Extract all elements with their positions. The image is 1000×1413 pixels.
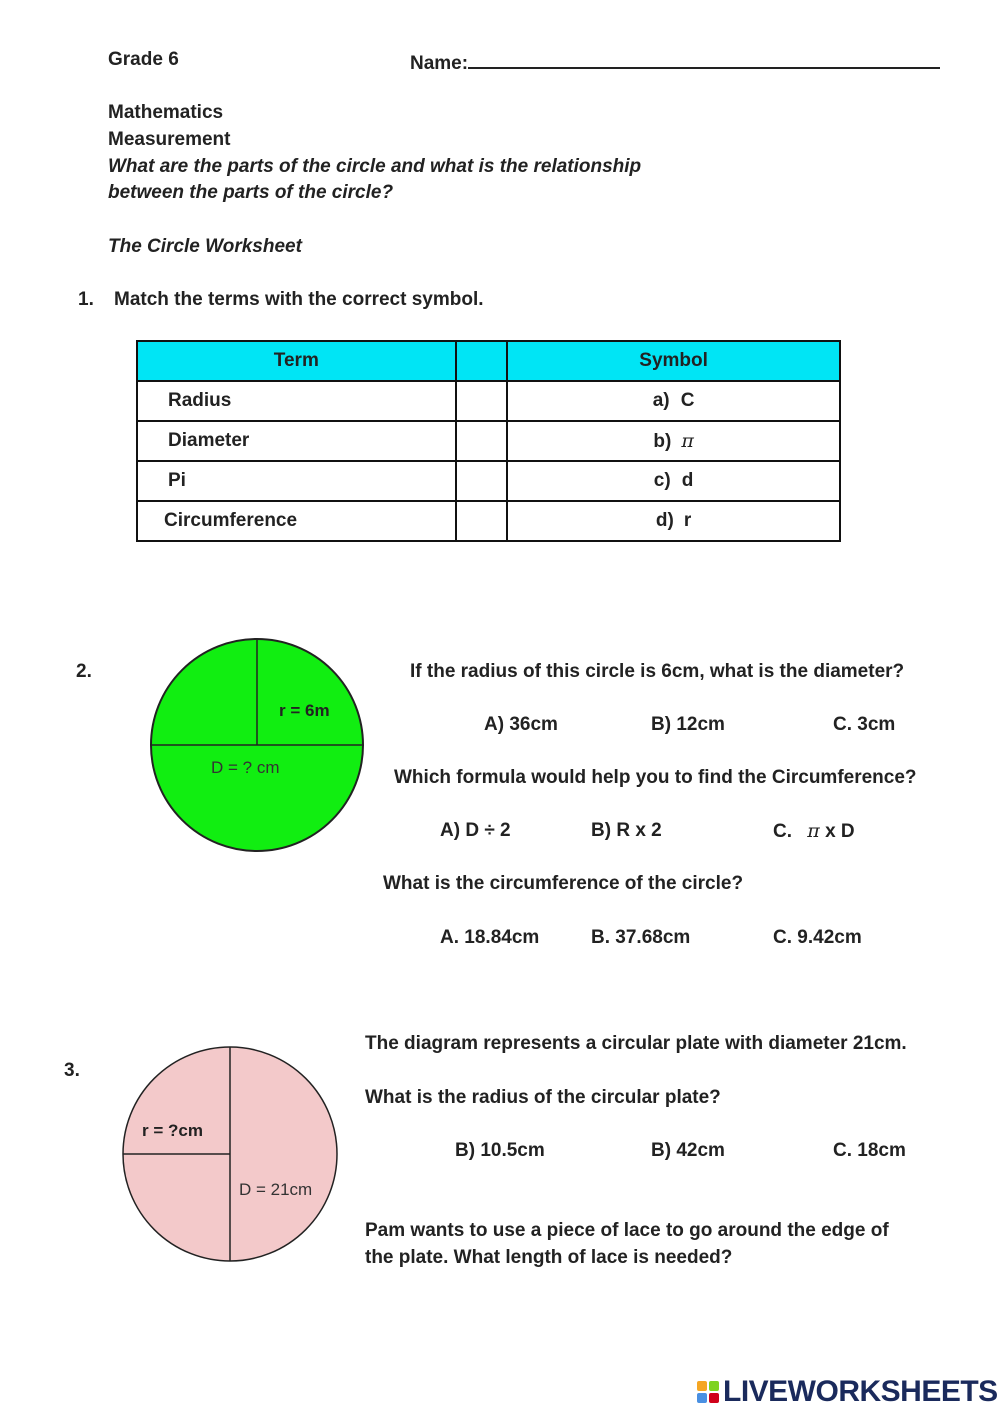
q3-intro: The diagram represents a circular plate with diameter 21cm. (365, 1033, 907, 1054)
q2-question-circumference: What is the circumference of the circle? (383, 873, 744, 894)
symbol-cell (507, 381, 840, 421)
symbol-value: r (683, 510, 692, 531)
logo-square (697, 1393, 707, 1403)
matching-table (136, 340, 841, 542)
q3-option-2[interactable]: B) 42cm (651, 1140, 725, 1161)
diameter-label: D = 21cm (239, 1180, 313, 1199)
pi-symbol: π (807, 820, 820, 842)
symbol-value: π (681, 429, 694, 452)
q2-formula-option-c[interactable] (773, 820, 855, 843)
q2-circ-option-b[interactable]: B. 37.68cm (591, 927, 691, 948)
essential-question-line-2: between the parts of the circle? (108, 182, 394, 203)
symbol-cell (507, 421, 840, 461)
radius-label: r = ?cm (142, 1121, 203, 1140)
logo-mark-icon (697, 1381, 719, 1403)
q3-option-1[interactable]: B) 10.5cm (455, 1140, 545, 1161)
pink-circle-diagram (118, 1040, 340, 1270)
table-row (137, 501, 840, 541)
diameter-label: D = ? cm (211, 758, 280, 777)
q2-number: 2. (76, 661, 92, 682)
q1-prompt: Match the terms with the correct symbol. (114, 289, 484, 310)
symbol-letter: c) (653, 470, 671, 491)
q3-question-radius: What is the radius of the circular plate? (365, 1087, 721, 1108)
q2-option-a[interactable]: A) 36cm (484, 714, 558, 735)
answer-input-cell[interactable] (456, 461, 508, 501)
q3-number: 3. (64, 1060, 80, 1081)
q2-circ-option-c[interactable]: C. 9.42cm (773, 927, 862, 948)
logo-text: LIVEWORKSHEETS (723, 1375, 998, 1408)
q2-circ-option-a[interactable]: A. 18.84cm (440, 927, 540, 948)
logo-square (709, 1393, 719, 1403)
essential-question-line-1: What are the parts of the circle and what is the relationship (108, 156, 642, 177)
option-text: x D (825, 821, 855, 842)
q2-question-diameter: If the radius of this circle is 6cm, what is the diameter? (410, 661, 905, 682)
table-header-row (137, 341, 840, 381)
table-row (137, 421, 840, 461)
term-cell: Diameter (137, 421, 456, 461)
answer-input-cell[interactable] (456, 501, 508, 541)
worksheet-title: The Circle Worksheet (108, 236, 302, 257)
symbol-column-header: Symbol (507, 341, 840, 381)
q2-question-formula: Which formula would help you to find the Circumference? (394, 767, 917, 788)
term-cell: Circumference (137, 501, 456, 541)
table-row (137, 461, 840, 501)
q2-option-b[interactable]: B) 12cm (651, 714, 725, 735)
symbol-letter: d) (655, 510, 674, 531)
symbol-letter: a) (652, 390, 670, 411)
table-row (137, 381, 840, 421)
q1-number: 1. (78, 289, 94, 310)
symbol-letter: b) (653, 430, 672, 452)
term-cell: Pi (137, 461, 456, 501)
term-cell: Radius (137, 381, 456, 421)
term-column-header: Term (137, 341, 456, 381)
symbol-value: C (680, 390, 695, 411)
q3-followup-line-2: the plate. What length of lace is needed? (365, 1247, 733, 1268)
q3-option-3[interactable]: C. 18cm (833, 1140, 906, 1161)
symbol-value: d (681, 470, 694, 491)
logo-square (697, 1381, 707, 1391)
q2-formula-option-b[interactable]: B) R x 2 (591, 820, 662, 841)
radius-label: r = 6m (279, 701, 330, 720)
topic-label: Measurement (108, 129, 231, 150)
q2-formula-option-a[interactable]: A) D ÷ 2 (440, 820, 511, 841)
name-field[interactable] (410, 49, 940, 75)
logo-square (709, 1381, 719, 1391)
q3-followup-line-1: Pam wants to use a piece of lace to go around the edge of (365, 1220, 889, 1241)
green-circle-diagram (145, 632, 370, 862)
name-input-line[interactable] (468, 49, 940, 69)
option-letter: C. (773, 821, 792, 842)
subject-label: Mathematics (108, 102, 224, 123)
liveworksheets-logo (697, 1375, 998, 1409)
answer-input-cell[interactable] (456, 421, 508, 461)
grade-label: Grade 6 (108, 49, 179, 70)
symbol-cell (507, 461, 840, 501)
answer-column-header (456, 341, 508, 381)
name-label: Name: (410, 53, 469, 74)
symbol-cell (507, 501, 840, 541)
q2-option-c[interactable]: C. 3cm (833, 714, 896, 735)
answer-input-cell[interactable] (456, 381, 508, 421)
